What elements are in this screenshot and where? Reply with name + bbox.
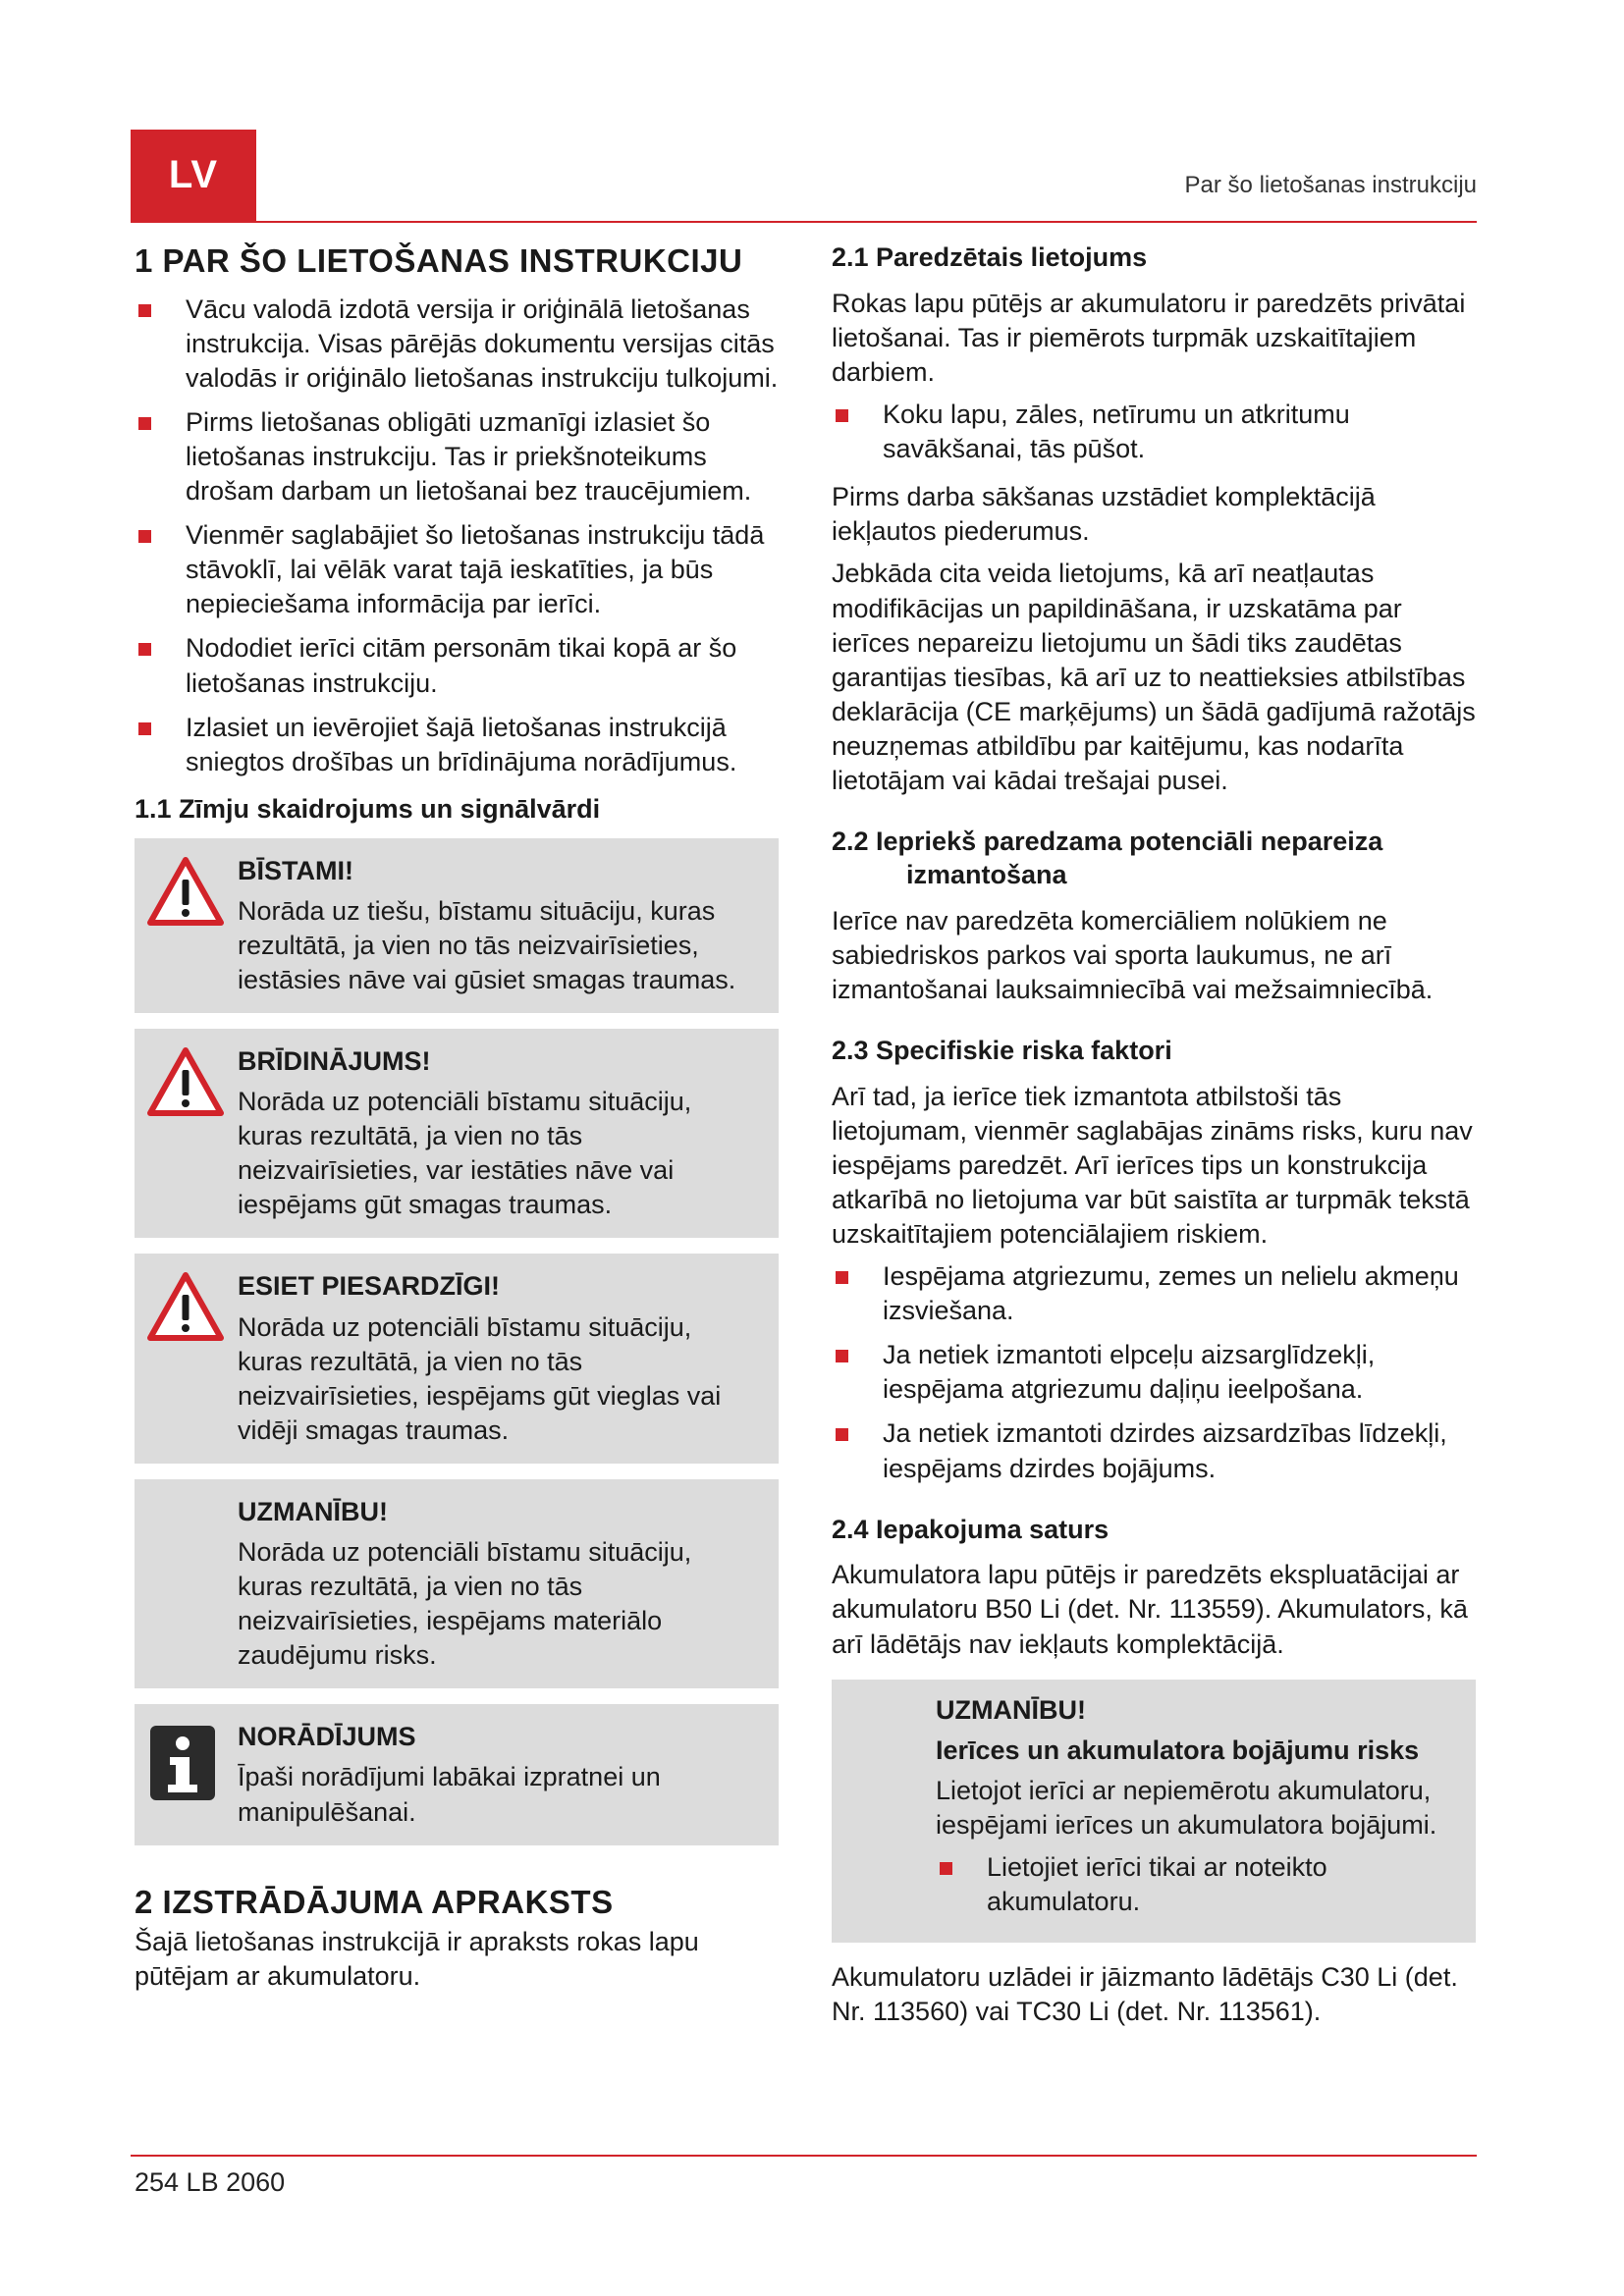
notice-text: Īpaši norādījumi labākai izpratnei un manipulēšanai. [238, 1762, 661, 1827]
list-item: Lietojiet ierīci tikai ar noteikto akumulatoru. [936, 1850, 1464, 1919]
notice-text: Norāda uz potenciāli bīstamu situāciju, kuras rezultātā, ja vien no tās neizvairīsieties, iespējams materiālo zaudējumu risks. [238, 1536, 692, 1671]
section-2-2-heading: 2.2 Iepriekš paredzama potenciāli nepareiza izmantošana [832, 827, 1383, 889]
section-2-heading: 2 IZSTRĀDĀJUMA APRAKSTS [135, 1883, 614, 1920]
warning-triangle-icon [146, 1271, 225, 1342]
notice-title: ESIET PIESARDZĪGI! [238, 1271, 501, 1302]
bullet-square-icon [836, 409, 848, 422]
section-1-1-heading: 1.1 Zīmju skaidrojums un signālvārdi [135, 793, 601, 824]
running-header: Par šo lietošanas instrukciju [1184, 172, 1477, 198]
bullet-square-icon [138, 643, 151, 656]
notice-attention [135, 1479, 779, 1688]
list-item: Izlasiet un ievērojiet šajā lietošanas instrukcijā sniegtos drošības un brīdinājuma norādījumus. [135, 711, 779, 779]
right-column [832, 241, 1476, 2037]
section-2-1-heading: 2.1 Paredzētais lietojums [832, 242, 1148, 272]
list-item: Vācu valodā izdotā versija ir oriģinālā lietošanas instrukcija. Visas pārējās dokumentu versijas citās valodās ir oriģinālo lietošanas instrukciju tulkojumi. [135, 293, 779, 396]
paragraph: Pirms darba sākšanas uzstādiet komplektācijā iekļautos piederumus. [832, 482, 1376, 547]
list-item: Nododiet ierīci citām personām tikai kopā ar šo lietošanas instrukciju. [135, 631, 779, 700]
paragraph: Akumulatora lapu pūtējs ir paredzēts ekspluatācijai ar akumulatoru B50 Li (det. Nr. 113559). Akumulators, kā arī lādētājs nav iekļauts komplektācijā. [832, 1560, 1468, 1659]
notice-title: BĪSTAMI! [238, 855, 353, 885]
list-item: Pirms lietošanas obligāti uzmanīgi izlasiet šo lietošanas instrukciju. Tas ir priekšnoteikums drošam darbam un lietošanai bez traucējumiem. [135, 405, 779, 508]
footer-divider [131, 2155, 1477, 2157]
notice-title: UZMANĪBU! [238, 1496, 388, 1526]
list-item: Vienmēr saglabājiet šo lietošanas instrukciju tādā stāvoklī, lai vēlāk varat tajā ieskatīties, ja būs nepieciešama informācija par ierīci. [135, 518, 779, 621]
info-icon [148, 1724, 217, 1802]
list-item: Koku lapu, zāles, netīrumu un atkritumu savākšanai, tās pūšot. [832, 398, 1476, 466]
list-item: Iespējama atgriezumu, zemes un nelielu akmeņu izsviešana. [832, 1259, 1476, 1328]
section-2-3-bullets [832, 1259, 1476, 1486]
paragraph: Akumulatoru uzlādei ir jāizmanto lādētājs C30 Li (det. Nr. 113560) vai TC30 Li (det. Nr. 113561). [832, 1962, 1458, 2027]
bullet-square-icon [138, 722, 151, 735]
notice-bullets [936, 1850, 1464, 1919]
notice-warning [135, 1029, 779, 1238]
notice-subtitle: Ierīces un akumulatora bojājumu risks [936, 1735, 1420, 1765]
notice-text: Lietojot ierīci ar nepiemērotu akumulatoru, iespējami ierīces un akumulatora bojājumi. [936, 1775, 1437, 1840]
bullet-square-icon [836, 1271, 848, 1284]
list-item: Ja netiek izmantoti dzirdes aizsardzības līdzekļi, iespējams dzirdes bojājums. [832, 1416, 1476, 1485]
bullet-square-icon [138, 304, 151, 317]
paragraph: Ierīce nav paredzēta komerciāliem nolūkiem ne sabiedriskos parkos vai sporta laukumus, ne arī izmantošanai lauksaimniecībā vai mežsaimniecībā. [832, 905, 1434, 1004]
section-1-bullets [135, 293, 779, 779]
notice-title: BRĪDINĀJUMS! [238, 1045, 431, 1076]
notice-info [135, 1704, 779, 1844]
warning-triangle-icon [146, 856, 225, 927]
section-2-text: Šajā lietošanas instrukcijā ir apraksts rokas lapu pūtējam ar akumulatoru. [135, 1927, 699, 1992]
warning-triangle-icon [146, 1046, 225, 1117]
page-footer: 254 LB 2060 [135, 2167, 286, 2197]
notice-danger [135, 838, 779, 1013]
notice-caution [135, 1254, 779, 1463]
bullet-square-icon [836, 1350, 848, 1362]
notice-attention-battery [832, 1680, 1476, 1944]
section-1-heading: 1 PAR ŠO LIETOŠANAS INSTRUKCIJU [135, 242, 743, 279]
notice-text: Norāda uz potenciāli bīstamu situāciju, kuras rezultātā, ja vien no tās neizvairīsieties, var iestāties nāve vai iespējams gūt smagas traumas. [238, 1087, 692, 1220]
header-divider [131, 221, 1477, 223]
bullet-square-icon [940, 1862, 952, 1875]
section-2-1-bullets [832, 398, 1476, 466]
left-column [135, 241, 779, 2002]
list-item: Ja netiek izmantoti elpceļu aizsarglīdzekļi, iespējama atgriezumu daļiņu ieelpošana. [832, 1338, 1476, 1407]
notice-title: UZMANĪBU! [936, 1694, 1086, 1725]
notice-text: Norāda uz potenciāli bīstamu situāciju, kuras rezultātā, ja vien no tās neizvairīsieties, iespējams gūt vieglas vai vidēji smagas traumas. [238, 1311, 722, 1445]
notice-title: NORĀDĪJUMS [238, 1722, 416, 1752]
section-2-3-heading: 2.3 Specifiskie riska faktori [832, 1035, 1172, 1065]
bullet-square-icon [138, 417, 151, 430]
notice-text: Norāda uz tiešu, bīstamu situāciju, kuras rezultātā, ja vien no tās neizvairīsieties, iestāsies nāve vai gūsiet smagas traumas. [238, 895, 736, 994]
bullet-square-icon [836, 1428, 848, 1441]
paragraph: Arī tad, ja ierīce tiek izmantota atbilstoši tās lietojumam, vienmēr saglabājas zināms risks, kuru nav iespējams paredzēt. Arī ierīces tips un konstrukcija atkarībā no lietojuma var būt saistīta ar turpmāk tekstā uzskaitītajiem potenciālajiem riskiem. [832, 1081, 1473, 1249]
section-2-4-heading: 2.4 Iepakojuma saturs [832, 1514, 1110, 1544]
language-tab: LV [131, 130, 256, 221]
paragraph: Jebkāda cita veida lietojums, kā arī neatļautas modifikācijas un papildināšana, ir uzskatāma par ierīces nepareizu lietojumu un šādi tiks zaudētas garantijas tiesības, kā arī uz to neattieksies atbilstības deklarācija (CE marķējums) un šādā gadījumā ražotājs neuzņemas atbildību par kaitējumu, kas nodarīta lietotājam vai kādai trešajai pusei. [832, 559, 1476, 795]
paragraph: Rokas lapu pūtējs ar akumulatoru ir paredzēts privātai lietošanai. Tas ir piemērots turpmāk uzskaitītajiem darbiem. [832, 288, 1466, 387]
bullet-square-icon [138, 530, 151, 543]
